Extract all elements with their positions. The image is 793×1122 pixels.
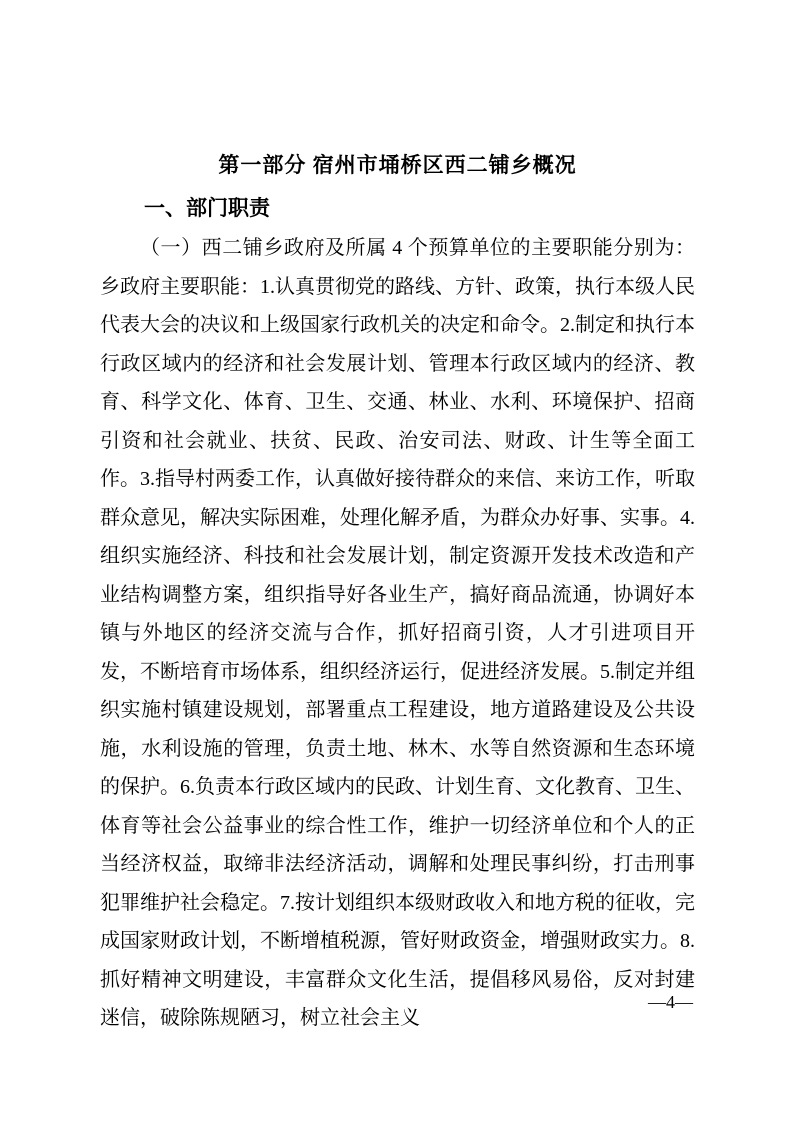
- page-number: —4—: [648, 992, 693, 1012]
- body-paragraph: （一）西二铺乡政府及所属 4 个预算单位的主要职能分别为：乡政府主要职能：1.认真贯彻党的路线、方针、政策，执行本级人民代表大会的决议和上级国家行政机关的决定和命令。2.制定和执行本行政区域内的经济和社会发展计划、管理本行政区域内的经济、教育、科学文化、体育、卫生、交通、林业、水利、环境保护、招商引资和社会就业、扶贫、民政、治安司法、财政、计生等全面工作。3.指导村两委工作，认真做好接待群众的来信、来访工作，听取群众意见，解决实际困难，处理化解矛盾，为群众办好事、实事。4.组织实施经济、科技和社会发展计划，制定资源开发技术改造和产业结构调整方案，组织指导好各业生产，搞好商品流通，协调好本镇与外地区的经济交流与合作，抓好招商引资，人才引进项目开发，不断培育市场体系，组织经济运行，促进经济发展。5.制定并组织实施村镇建设规划，部署重点工程建设，地方道路建设及公共设施，水利设施的管理，负责土地、林木、水等自然资源和生态环境的保护。6.负责本行政区域内的民政、计划生育、文化教育、卫生、体育等社会公益事业的综合性工作，维护一切经济单位和个人的正当经济权益，取缔非法经济活动，调解和处理民事纠纷，打击刑事犯罪维护社会稳定。7.按计划组织本级财政收入和地方税的征收，完成国家财政计划，不断增植税源，管好财政资金，增强财政实力。8.抓好精神文明建设，丰富群众文化生活，提倡移风易俗，反对封建迷信，破除陈规陋习，树立社会主义: [100, 237, 695, 1029]
- document-title: 第一部分 宿州市埇桥区西二铺乡概况: [218, 153, 577, 177]
- section-heading: 一、部门职责: [144, 196, 270, 220]
